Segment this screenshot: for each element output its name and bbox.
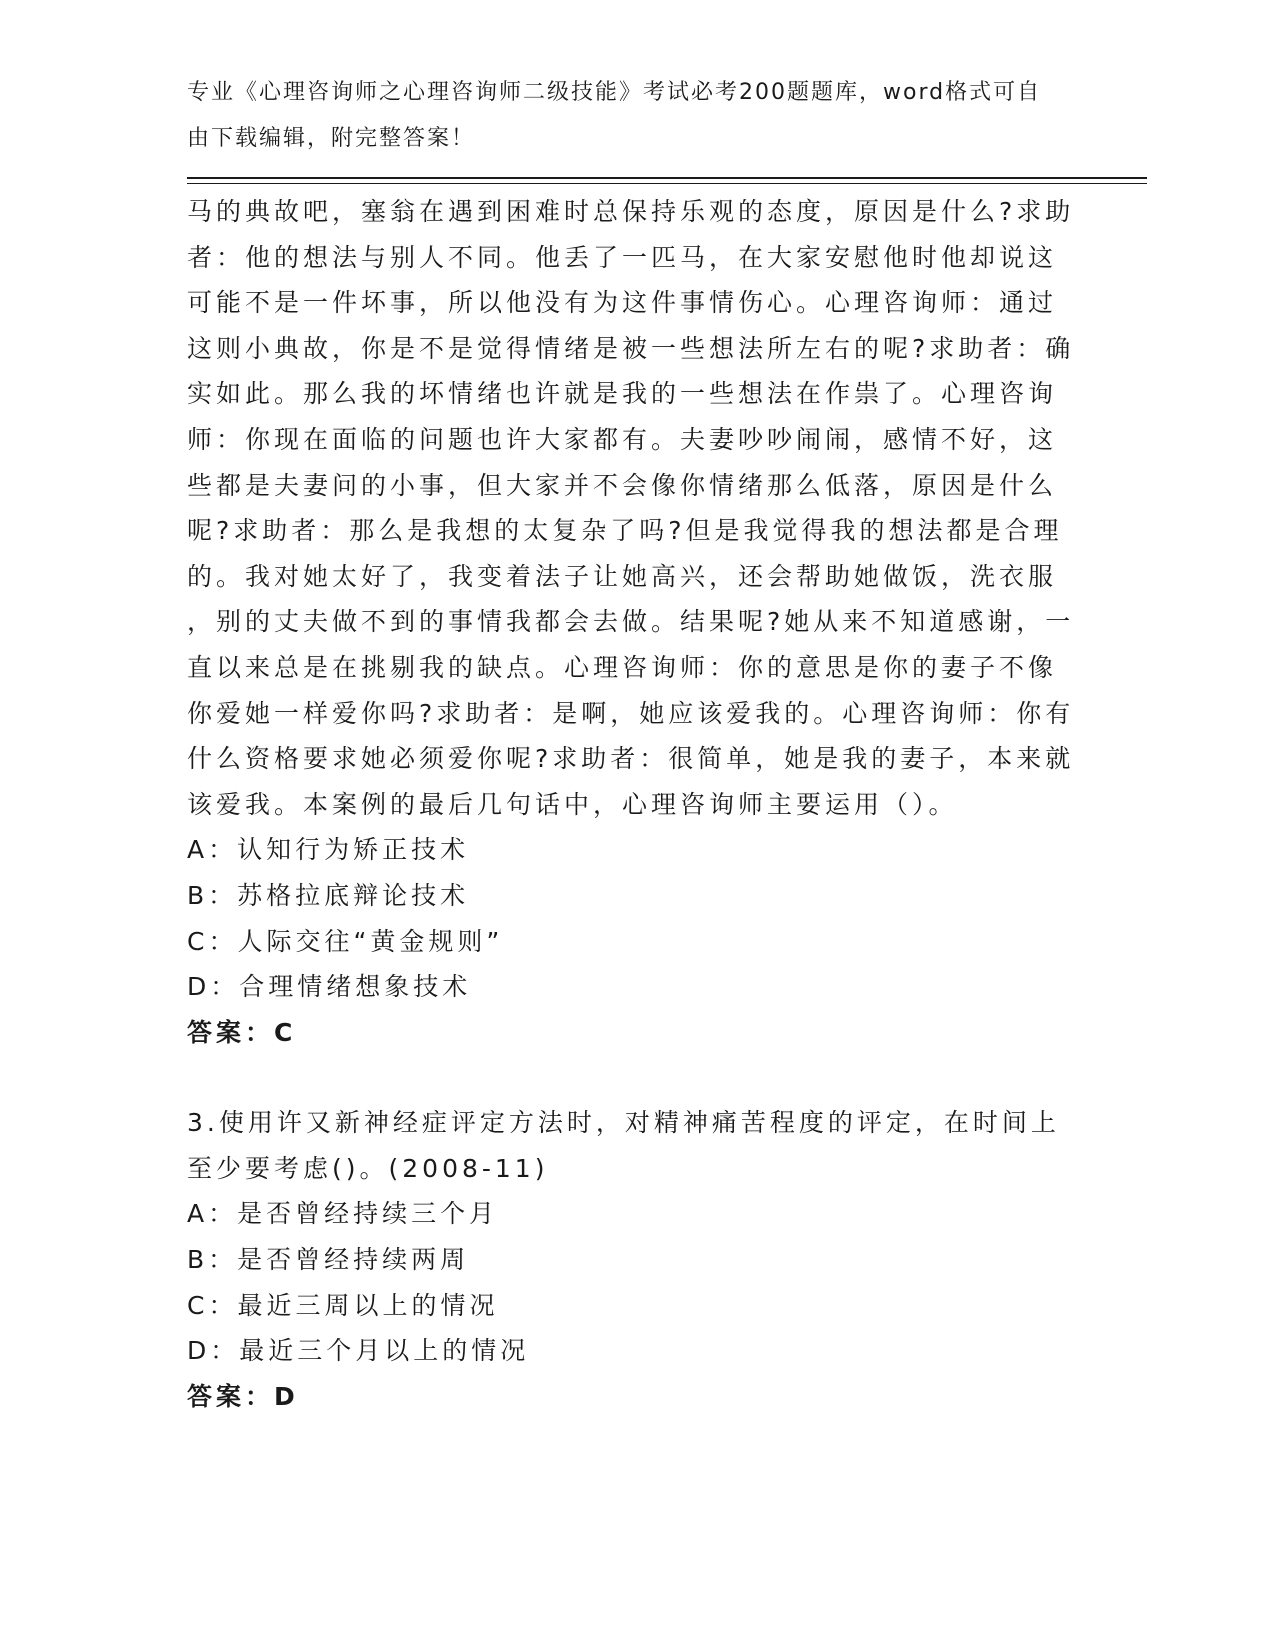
stem-line: 该爱我。本案例的最后几句话中，心理咨询师主要运用（）。	[187, 789, 958, 819]
document-body	[187, 189, 1075, 1419]
option-b: B：苏格拉底辩论技术	[187, 880, 470, 910]
stem-line: 3.使用许又新神经症评定方法时，对精神痛苦程度的评定，在时间上	[187, 1108, 1060, 1138]
stem-line: 什么资格要求她必须爱你呢?求助者：很简单，她是我的妻子，本来就	[187, 744, 1075, 774]
question-spacer	[187, 1055, 1067, 1100]
header-line-1: 专业《心理咨询师之心理咨询师二级技能》考试必考200题题库，word格式可自	[187, 80, 1042, 105]
stem-line: ，别的丈夫做不到的事情我都会去做。结果呢?她从来不知道感谢，一	[187, 607, 1075, 637]
stem-line: 实如此。那么我的坏情绪也许就是我的一些想法在作祟了。心理咨询	[187, 379, 1058, 409]
stem-line: 师：你现在面临的问题也许大家都有。夫妻吵吵闹闹，感情不好，这	[187, 424, 1058, 454]
option-d: D：合理情绪想象技术	[187, 972, 472, 1002]
stem-line: 你爱她一样爱你吗?求助者：是啊，她应该爱我的。心理咨询师：你有	[187, 698, 1075, 728]
option-d: D：最近三个月以上的情况	[187, 1336, 530, 1366]
stem-line: 呢?求助者：那么是我想的太复杂了吗?但是我觉得我的想法都是合理	[187, 516, 1063, 546]
question-3-answer: 答案：D	[187, 1381, 299, 1411]
option-a: A：是否曾经持续三个月	[187, 1199, 499, 1229]
option-b: B：是否曾经持续两周	[187, 1245, 470, 1275]
question-2-options	[187, 827, 1067, 1009]
stem-line: 的。我对她太好了，我变着法子让她高兴，还会帮助她做饭，洗衣服	[187, 561, 1058, 591]
header-divider-thin	[187, 183, 1147, 184]
stem-line: 直以来总是在挑剔我的缺点。心理咨询师：你的意思是你的妻子不像	[187, 652, 1058, 682]
stem-line: 至少要考虑()。(2008-11)	[187, 1153, 549, 1183]
stem-line: 马的典故吧，塞翁在遇到困难时总保持乐观的态度，原因是什么?求助	[187, 197, 1075, 226]
stem-line: 些都是夫妻问的小事，但大家并不会像你情绪那么低落，原因是什么	[187, 470, 1058, 500]
question-3-options	[187, 1191, 1067, 1373]
option-c: C：最近三周以上的情况	[187, 1290, 499, 1320]
question-3-stem	[187, 1100, 1067, 1191]
document-header	[187, 70, 1067, 161]
stem-line: 者：他的想法与别人不同。他丢了一匹马，在大家安慰他时他却说这	[187, 242, 1058, 272]
header-line-2: 由下载编辑，附完整答案！	[187, 125, 476, 151]
header-divider-thick	[187, 177, 1147, 179]
stem-line: 这则小典故，你是不是觉得情绪是被一些想法所左右的呢?求助者：确	[187, 333, 1075, 363]
option-a: A：认知行为矫正技术	[187, 835, 470, 865]
stem-line: 可能不是一件坏事，所以他没有为这件事情伤心。心理咨询师：通过	[187, 288, 1058, 318]
question-2-answer: 答案：C	[187, 1017, 297, 1047]
question-2-stem	[187, 189, 1075, 827]
option-c: C：人际交往“黄金规则”	[187, 926, 504, 956]
